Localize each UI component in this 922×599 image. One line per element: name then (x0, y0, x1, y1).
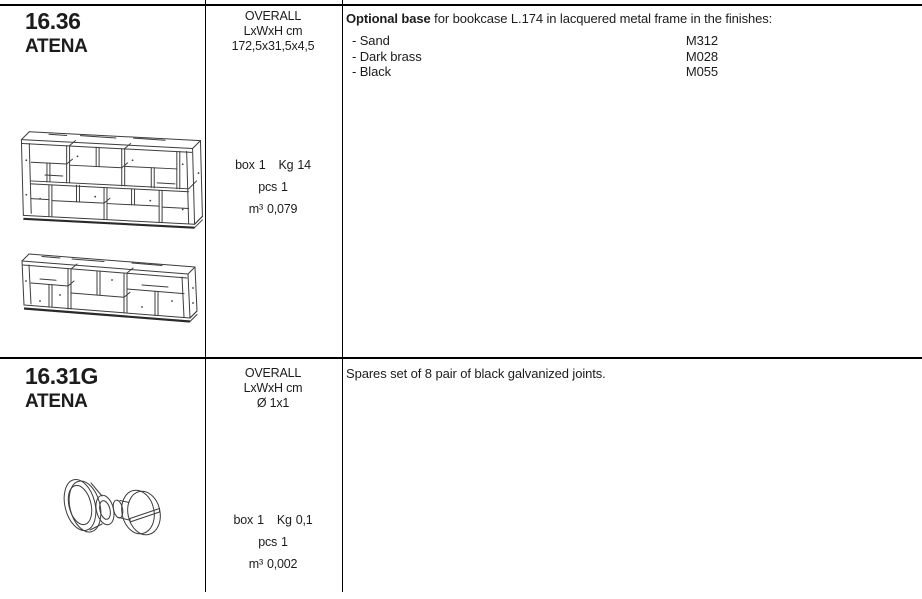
description-text (346, 366, 906, 382)
product-code: 16.36 (25, 8, 81, 34)
pcs-value: 1 (281, 535, 288, 549)
overall-value: 172,5x31,5x4,5 (231, 39, 315, 53)
overall-title: OVERALL (244, 9, 302, 23)
packing-volume-line (206, 198, 340, 220)
table-row-divider-rule (0, 357, 922, 359)
product-code: 16.31G (25, 363, 99, 389)
overall-value: Ø 1x1 (256, 396, 290, 410)
packing-info-block (206, 154, 340, 220)
m3-label: m³ (248, 557, 263, 571)
packing-volume-line (206, 553, 340, 575)
overall-dimensions-block (206, 366, 340, 411)
table-vertical-rule-2 (342, 0, 343, 592)
finish-row-dark-brass (352, 49, 718, 65)
packing-pcs-line (206, 531, 340, 553)
pcs-value: 1 (281, 180, 288, 194)
finish-name: - Black (352, 64, 392, 79)
kg-value: 0,1 (295, 513, 313, 527)
finish-code: M312 (685, 33, 718, 48)
finish-row-black (352, 64, 718, 80)
packing-pcs-line (206, 176, 340, 198)
overall-unit-label: LxWxH cm (243, 381, 303, 395)
description-bold: Optional base (346, 11, 431, 26)
table-top-rule (0, 4, 922, 6)
bookcase-tall-line-drawing (8, 116, 204, 238)
finish-code: M055 (685, 64, 718, 79)
m3-label: m³ (248, 202, 263, 216)
box-value: 1 (257, 513, 264, 527)
description-block (346, 366, 906, 382)
finish-name: - Sand (352, 33, 390, 48)
kg-label: Kg (276, 513, 292, 527)
box-label: box (235, 158, 255, 172)
description-block (346, 11, 906, 80)
description-rest: Spares set of 8 pair of black galvanized joints. (346, 366, 606, 381)
kg-value: 14 (297, 158, 311, 172)
finish-name: - Dark brass (352, 48, 422, 64)
pcs-label: pcs (258, 535, 278, 549)
joints-svg (50, 462, 162, 556)
finish-row-sand (352, 33, 718, 49)
table-vertical-rule-1 (205, 0, 206, 592)
bookcase-tall-svg (8, 116, 204, 238)
bookcase-low-svg (12, 243, 202, 335)
overall-title: OVERALL (244, 366, 302, 380)
pcs-label: pcs (258, 180, 278, 194)
overall-dimensions-block (206, 9, 340, 54)
bookcase-low-line-drawing (12, 243, 202, 335)
packing-info-block (206, 509, 340, 575)
m3-value: 0,079 (266, 202, 298, 216)
overall-unit-label: LxWxH cm (243, 24, 303, 38)
packing-box-line (206, 154, 340, 176)
kg-label: Kg (278, 158, 294, 172)
product-code-cell (25, 8, 88, 57)
packing-box-line (206, 509, 340, 531)
description-rest: for bookcase L.174 in lacquered metal frame in the finishes: (430, 11, 773, 26)
finish-code: M028 (685, 48, 718, 64)
box-label: box (233, 513, 254, 527)
finishes-list (352, 33, 718, 80)
description-text (346, 11, 906, 27)
product-brand: ATENA (25, 36, 88, 57)
m3-value: 0,002 (266, 557, 298, 571)
product-code-cell (25, 363, 98, 412)
joints-line-drawing (50, 462, 162, 556)
box-value: 1 (258, 158, 266, 172)
product-brand: ATENA (25, 391, 88, 412)
